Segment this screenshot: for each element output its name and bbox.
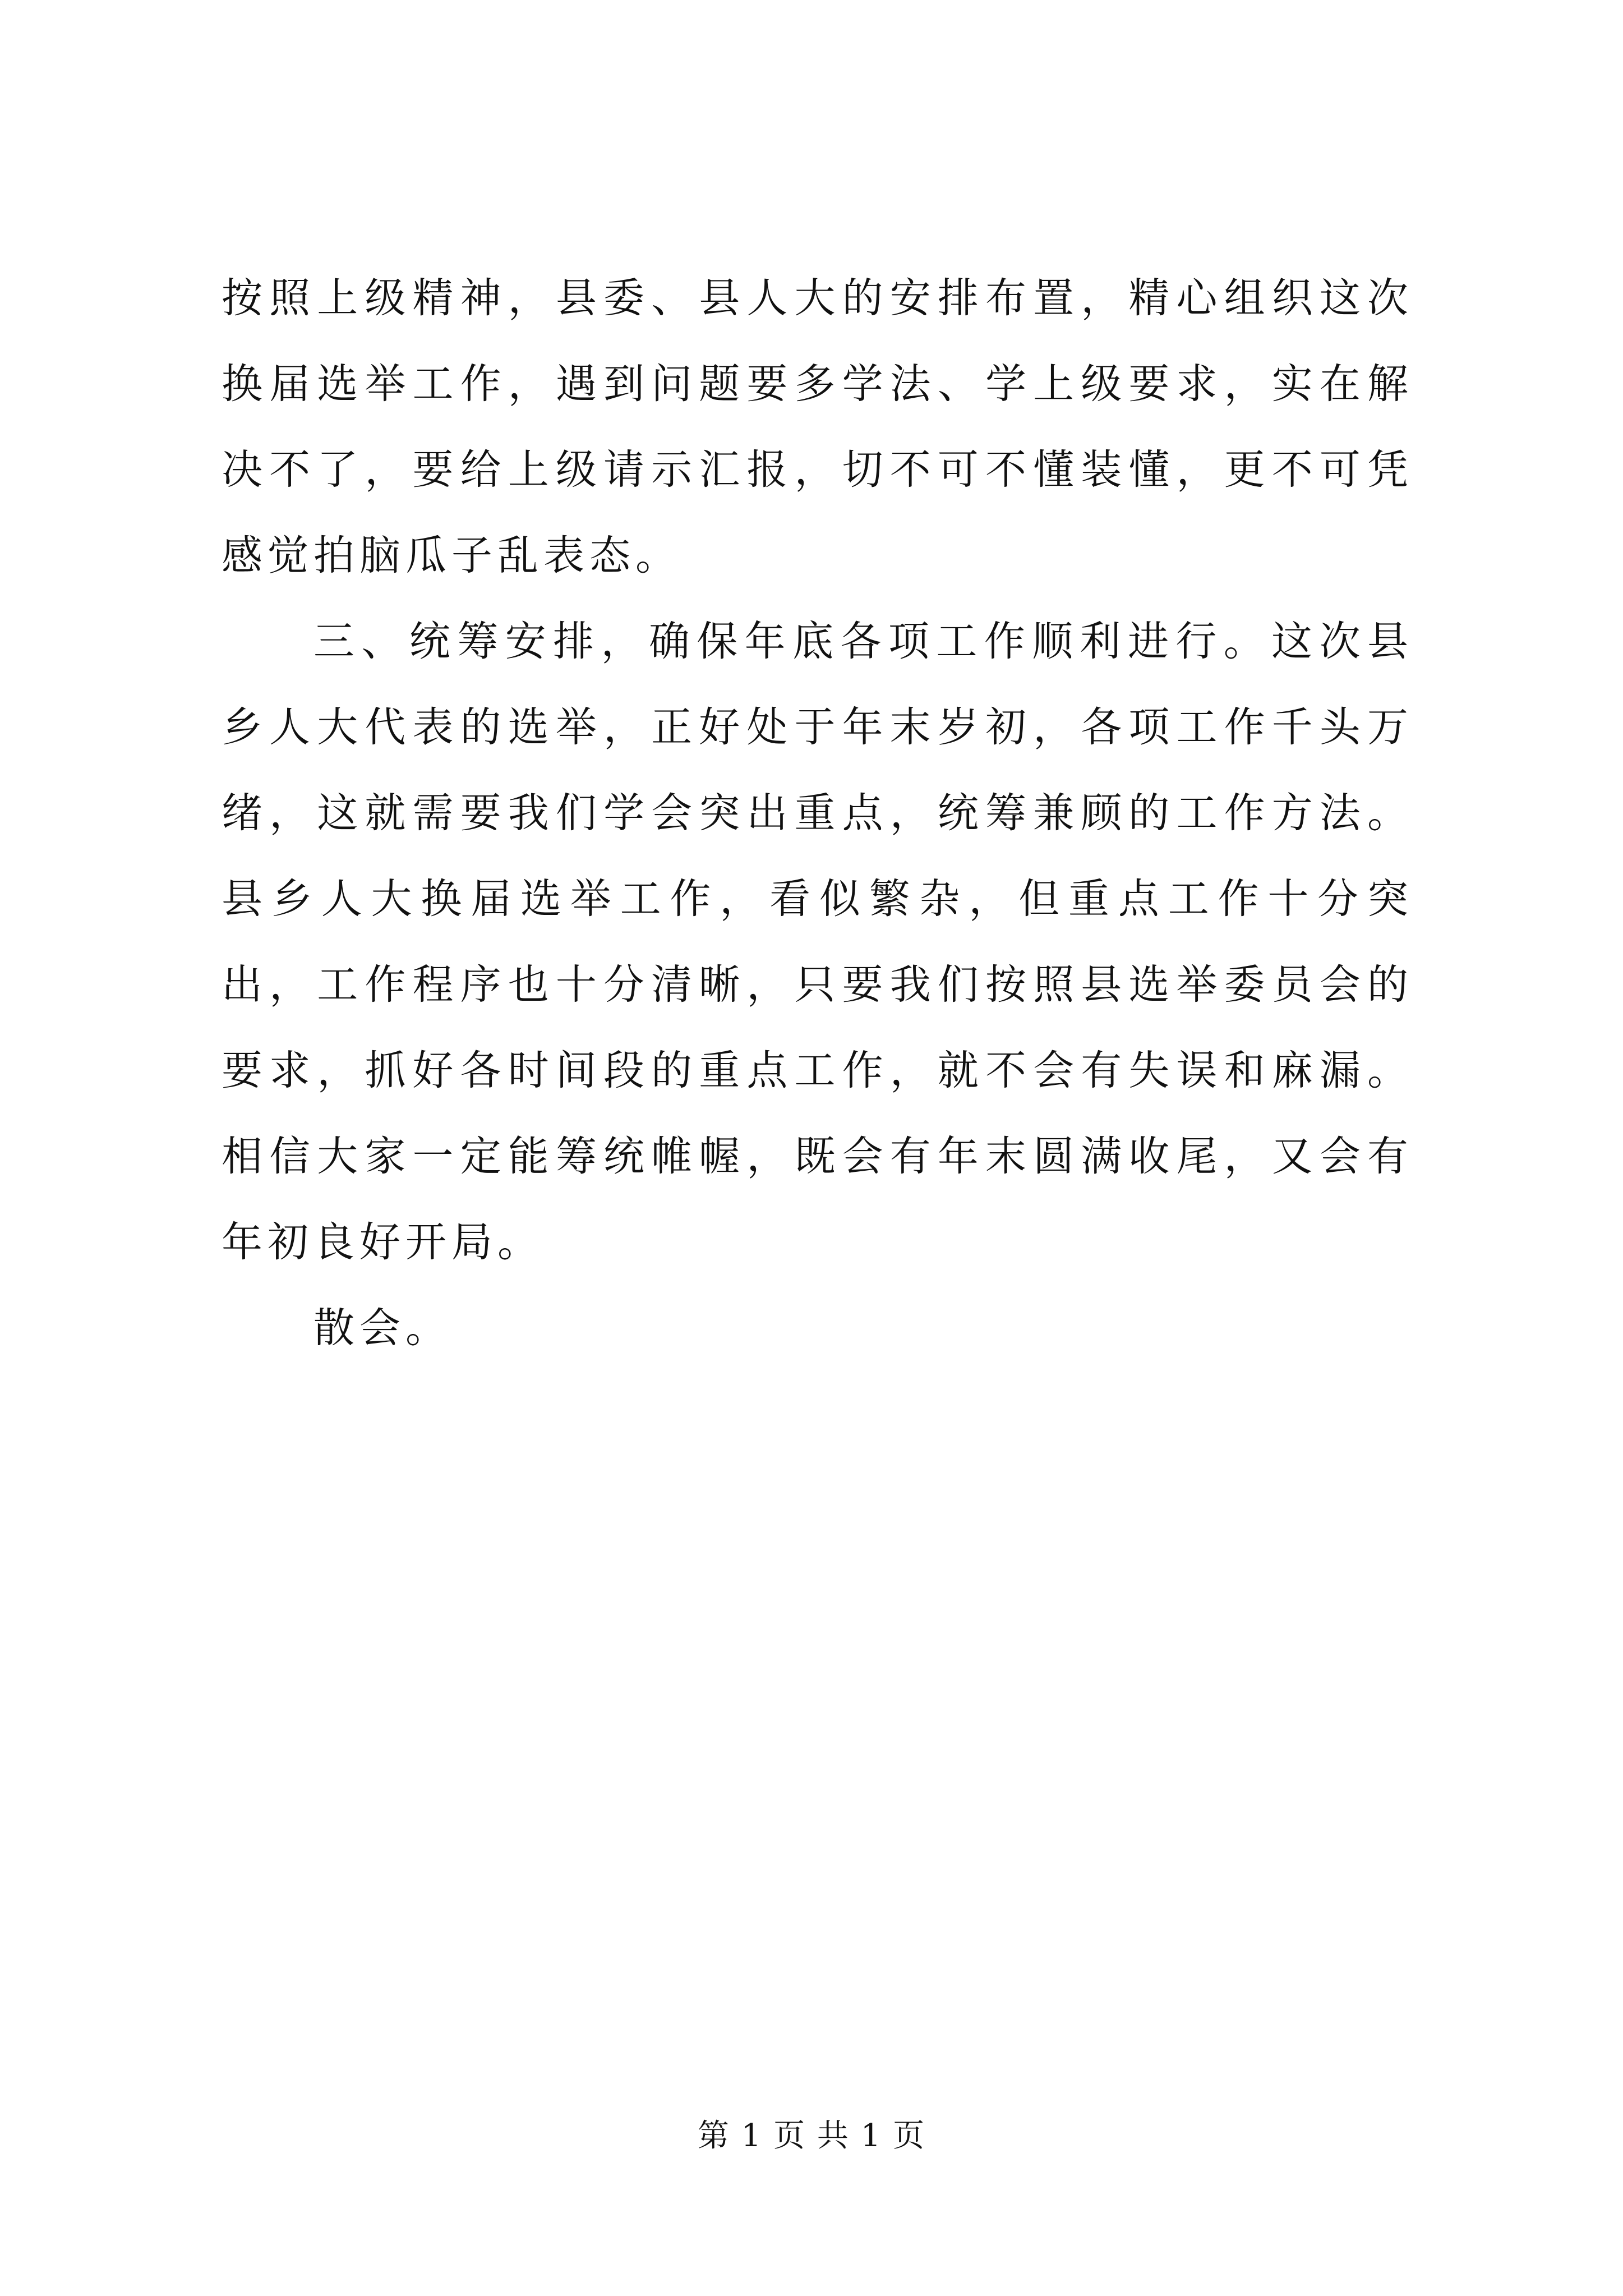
document-body	[222, 255, 1413, 1371]
paragraph-continuation: 按照上级精神，县委、县人大的安排布置，精心组织这次换届选举工作，遇到问题要多学法、学上级要求，实在解决不了，要给上级请示汇报，切不可不懂装懂，更不可凭感觉拍脑瓜子乱表态。	[222, 274, 1413, 579]
page-footer: 第 1 页 共 1 页	[697, 2118, 926, 2154]
paragraph-section-three: 三、统筹安排，确保年底各项工作顺利进行。这次县乡人大代表的选举，正好处于年末岁初，各项工作千头万绪，这就需要我们学会突出重点，统筹兼顾的工作方法。县乡人大换届选举工作，看似繁杂，但重点工作十分突出，工作程序也十分清晰，只要我们按照县选举委员会的要求，抓好各时间段的重点工作，就不会有失误和麻漏。相信大家一定能筹统帷幄，既会有年末圆满收尾，又会有年初良好开局。	[222, 618, 1413, 1266]
paragraph-closing: 散会。	[313, 1304, 451, 1352]
